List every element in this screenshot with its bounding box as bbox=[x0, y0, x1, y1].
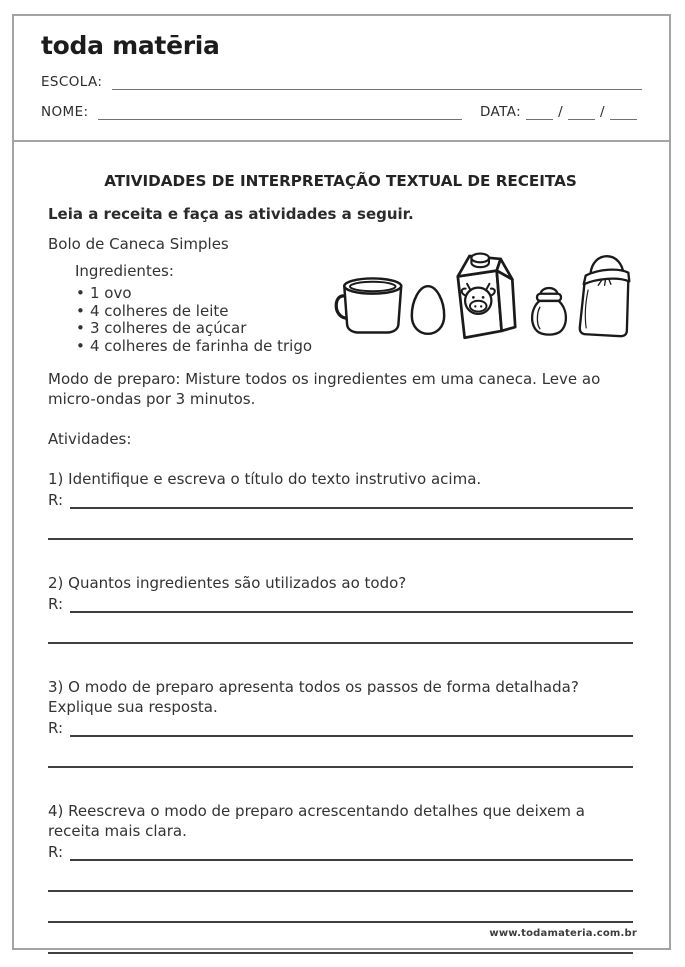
activities-label: Atividades: bbox=[48, 430, 132, 448]
school-blank-line bbox=[112, 77, 642, 90]
mug-icon bbox=[331, 272, 405, 338]
date-month-blank bbox=[568, 107, 595, 120]
ingredient-item: • 3 colheres de açúcar bbox=[75, 320, 633, 338]
date-field-group bbox=[480, 105, 642, 120]
name-date-row bbox=[41, 105, 642, 120]
footer-url: www.todamateria.com.br bbox=[489, 928, 637, 939]
date-day-blank bbox=[526, 107, 553, 120]
answer-prefix: R: bbox=[48, 491, 64, 509]
answer-blank-line bbox=[48, 737, 633, 768]
school-field-row bbox=[41, 75, 642, 90]
answer-1-row bbox=[48, 491, 633, 509]
answer-blank-line bbox=[70, 846, 633, 861]
answer-blank-line bbox=[70, 598, 633, 613]
name-label: NOME: bbox=[41, 104, 89, 120]
name-blank-line bbox=[98, 107, 462, 120]
ingredient-item: • 4 colheres de farinha de trigo bbox=[75, 338, 633, 356]
ingredient-item: • 4 colheres de leite bbox=[75, 303, 633, 321]
question-4: 4) Reescreva o modo de preparo acrescentando detalhes que deixem a receita mais clara. bbox=[48, 802, 585, 840]
answer-blank-line bbox=[48, 509, 633, 540]
ingredients-section bbox=[48, 261, 633, 355]
preparation-text: Modo de preparo: Misture todos os ingredientes em uma caneca. Leve ao micro-ondas por 3 minutos. bbox=[48, 370, 601, 408]
ingredient-item: • 1 ovo bbox=[75, 285, 633, 303]
answer-prefix: R: bbox=[48, 843, 64, 861]
answer-blank-line bbox=[70, 494, 633, 509]
question-2: 2) Quantos ingredientes são utilizados ao todo? bbox=[48, 574, 407, 592]
answer-2-row bbox=[48, 595, 633, 613]
ingredient-illustrations bbox=[331, 244, 639, 340]
brand-logo: toda matēria bbox=[41, 31, 220, 60]
answer-blank-line bbox=[48, 892, 633, 923]
milk-carton-icon bbox=[451, 244, 523, 340]
answer-3-row bbox=[48, 719, 633, 737]
answer-prefix: R: bbox=[48, 719, 64, 737]
page-frame bbox=[12, 14, 671, 950]
recipe-name: Bolo de Caneca Simples bbox=[48, 235, 229, 253]
question-1: 1) Identifique e escreva o título do texto instrutivo acima. bbox=[48, 470, 482, 488]
egg-icon bbox=[408, 283, 448, 337]
worksheet-header bbox=[14, 16, 669, 142]
question-3: 3) O modo de preparo apresenta todos os passos de forma detalhada? Explique sua resposta. bbox=[48, 678, 579, 716]
date-year-blank bbox=[610, 107, 637, 120]
date-slash: / bbox=[558, 104, 564, 120]
date-slash: / bbox=[600, 104, 605, 120]
sugar-jar-icon bbox=[526, 283, 572, 339]
answer-blank-line bbox=[70, 722, 633, 737]
worksheet-body bbox=[14, 171, 669, 954]
flour-bag-icon bbox=[575, 249, 639, 339]
worksheet-instruction: Leia a receita e faça as atividades a seguir. bbox=[48, 205, 414, 223]
answer-blank-line bbox=[48, 613, 633, 644]
answer-blank-line bbox=[48, 861, 633, 892]
ingredients-label: Ingredientes: bbox=[75, 262, 174, 280]
answer-prefix: R: bbox=[48, 595, 64, 613]
worksheet-title: ATIVIDADES DE INTERPRETAÇÃO TEXTUAL DE RECEITAS bbox=[104, 172, 577, 190]
school-label: ESCOLA: bbox=[41, 74, 103, 90]
answer-4-row bbox=[48, 843, 633, 861]
date-label: DATA: bbox=[480, 104, 522, 120]
